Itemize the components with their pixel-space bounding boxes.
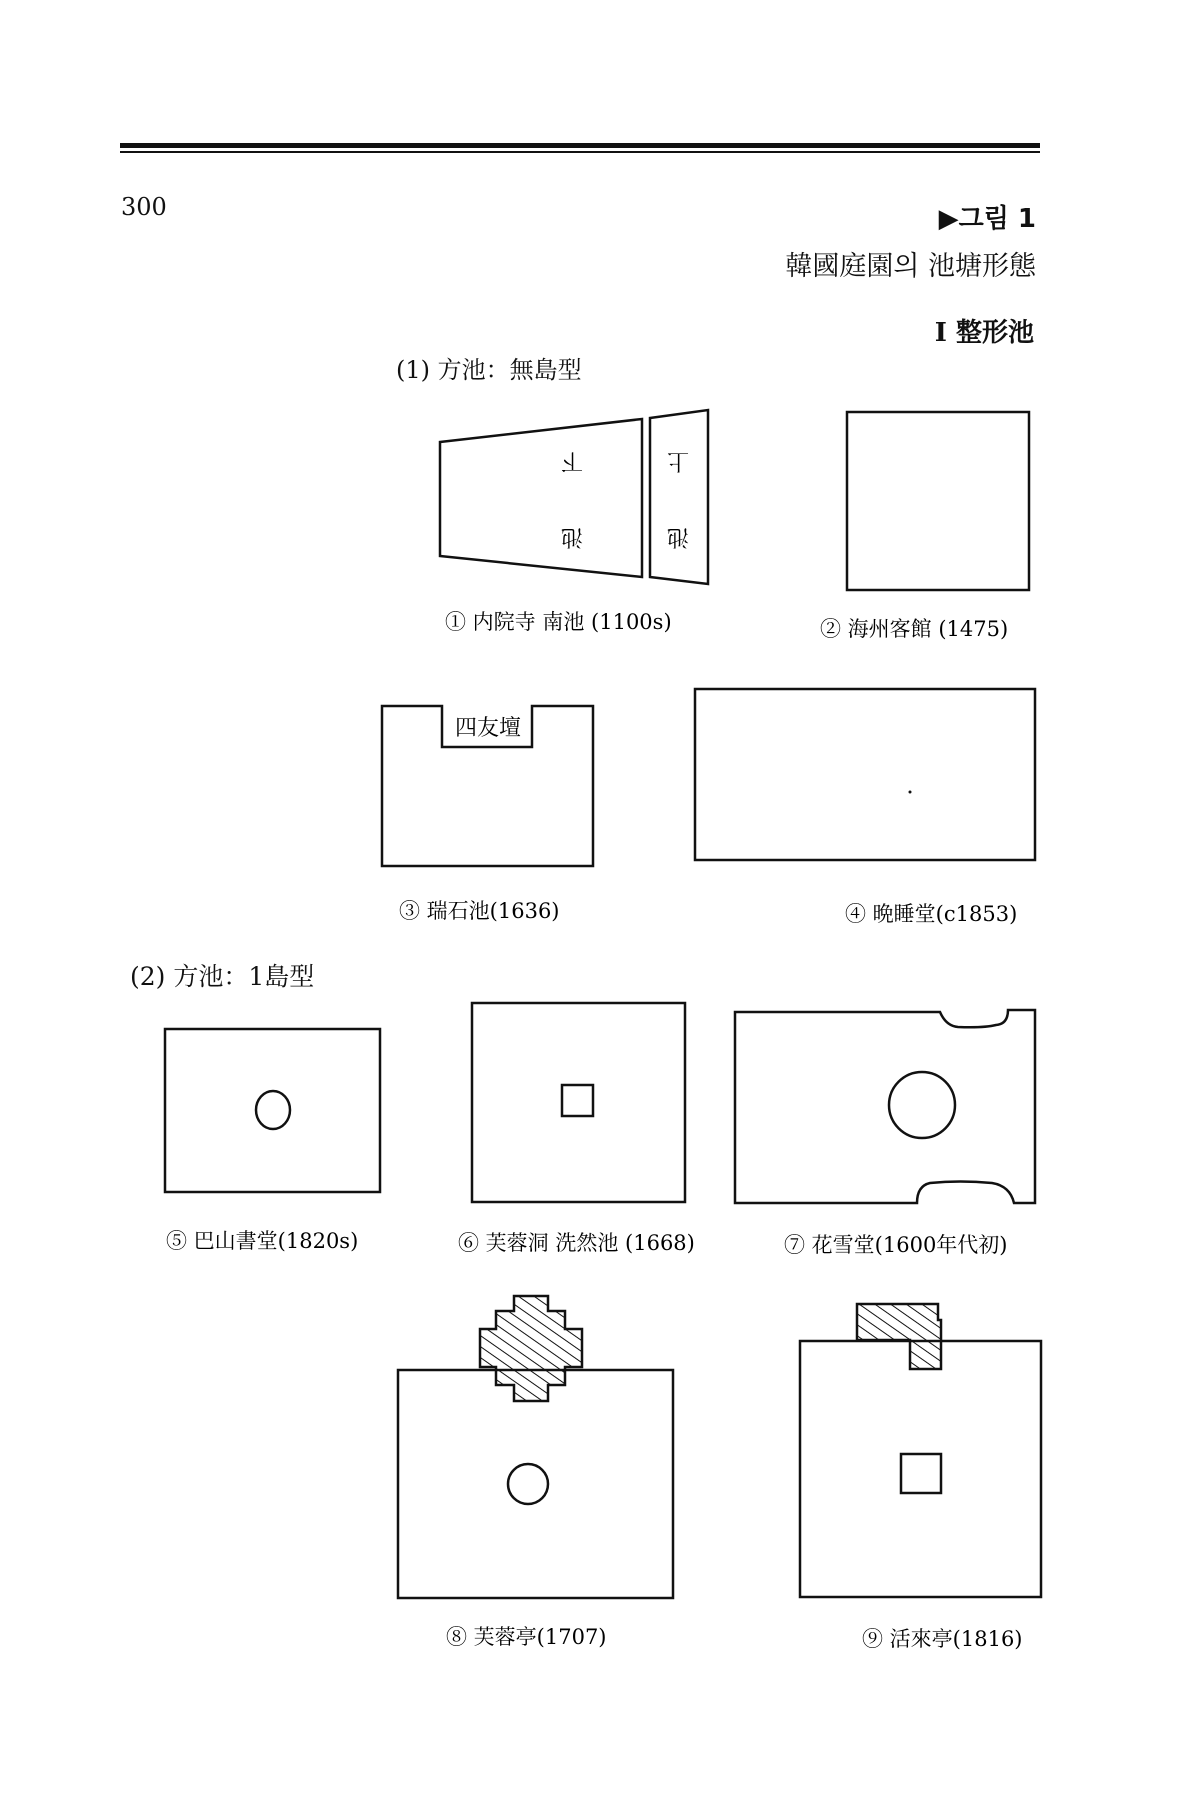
lower-pond-char-2: 池: [560, 524, 584, 549]
caption-3: ③ 瑞石池(1636): [399, 899, 560, 923]
pavilion-hatched: [480, 1296, 582, 1401]
altar-label: 四友壇: [454, 716, 522, 741]
lower-pond-char-1: 下: [560, 448, 584, 473]
upper-pond-char-2: 池: [666, 524, 690, 549]
square-island: [562, 1085, 593, 1116]
pond-mansudang: [695, 689, 1035, 860]
upper-pond: [650, 410, 708, 584]
caption-2: ② 海州客館 (1475): [820, 617, 1009, 641]
pond-hwaseoldang: [735, 1010, 1035, 1203]
pond-hwalraejeong: [800, 1341, 1041, 1597]
square-island-9: [901, 1454, 941, 1493]
large-round-island: [889, 1072, 955, 1138]
pond-buyongjeong: [398, 1370, 673, 1598]
page-number: 300: [121, 193, 167, 221]
caption-4: ④ 晩睡堂(c1853): [845, 902, 1018, 926]
pavilion-hatched-l: [857, 1304, 941, 1369]
round-island: [256, 1091, 290, 1129]
caption-9: ⑨ 活來亭(1816): [862, 1627, 1023, 1651]
figure-label: ▶그림 1: [938, 204, 1036, 234]
round-island-8: [508, 1464, 548, 1504]
lower-pond: [440, 419, 642, 577]
ink-dot: [909, 791, 912, 794]
caption-6: ⑥ 芙蓉洞 洗然池 (1668): [458, 1231, 695, 1255]
caption-1: ① 内院寺 南池 (1100s): [445, 610, 672, 634]
subsection-no-island: (1) 方池：無島型: [396, 356, 582, 384]
figure-title: 韓國庭園의 池塘形態: [785, 251, 1036, 282]
subsection-one-island: (2) 方池：1島型: [130, 962, 315, 991]
pond-pasan: [165, 1029, 380, 1192]
upper-pond-char-1: 上: [666, 448, 690, 473]
caption-5: ⑤ 巴山書堂(1820s): [166, 1229, 359, 1253]
pond-haeju: [847, 412, 1029, 590]
section-title: Ⅰ 整形池: [934, 318, 1034, 348]
pond-buyongdong: [472, 1003, 685, 1202]
caption-7: ⑦ 花雪堂(1600年代初): [784, 1233, 1008, 1257]
caption-8: ⑧ 芙蓉亭(1707): [446, 1625, 607, 1649]
